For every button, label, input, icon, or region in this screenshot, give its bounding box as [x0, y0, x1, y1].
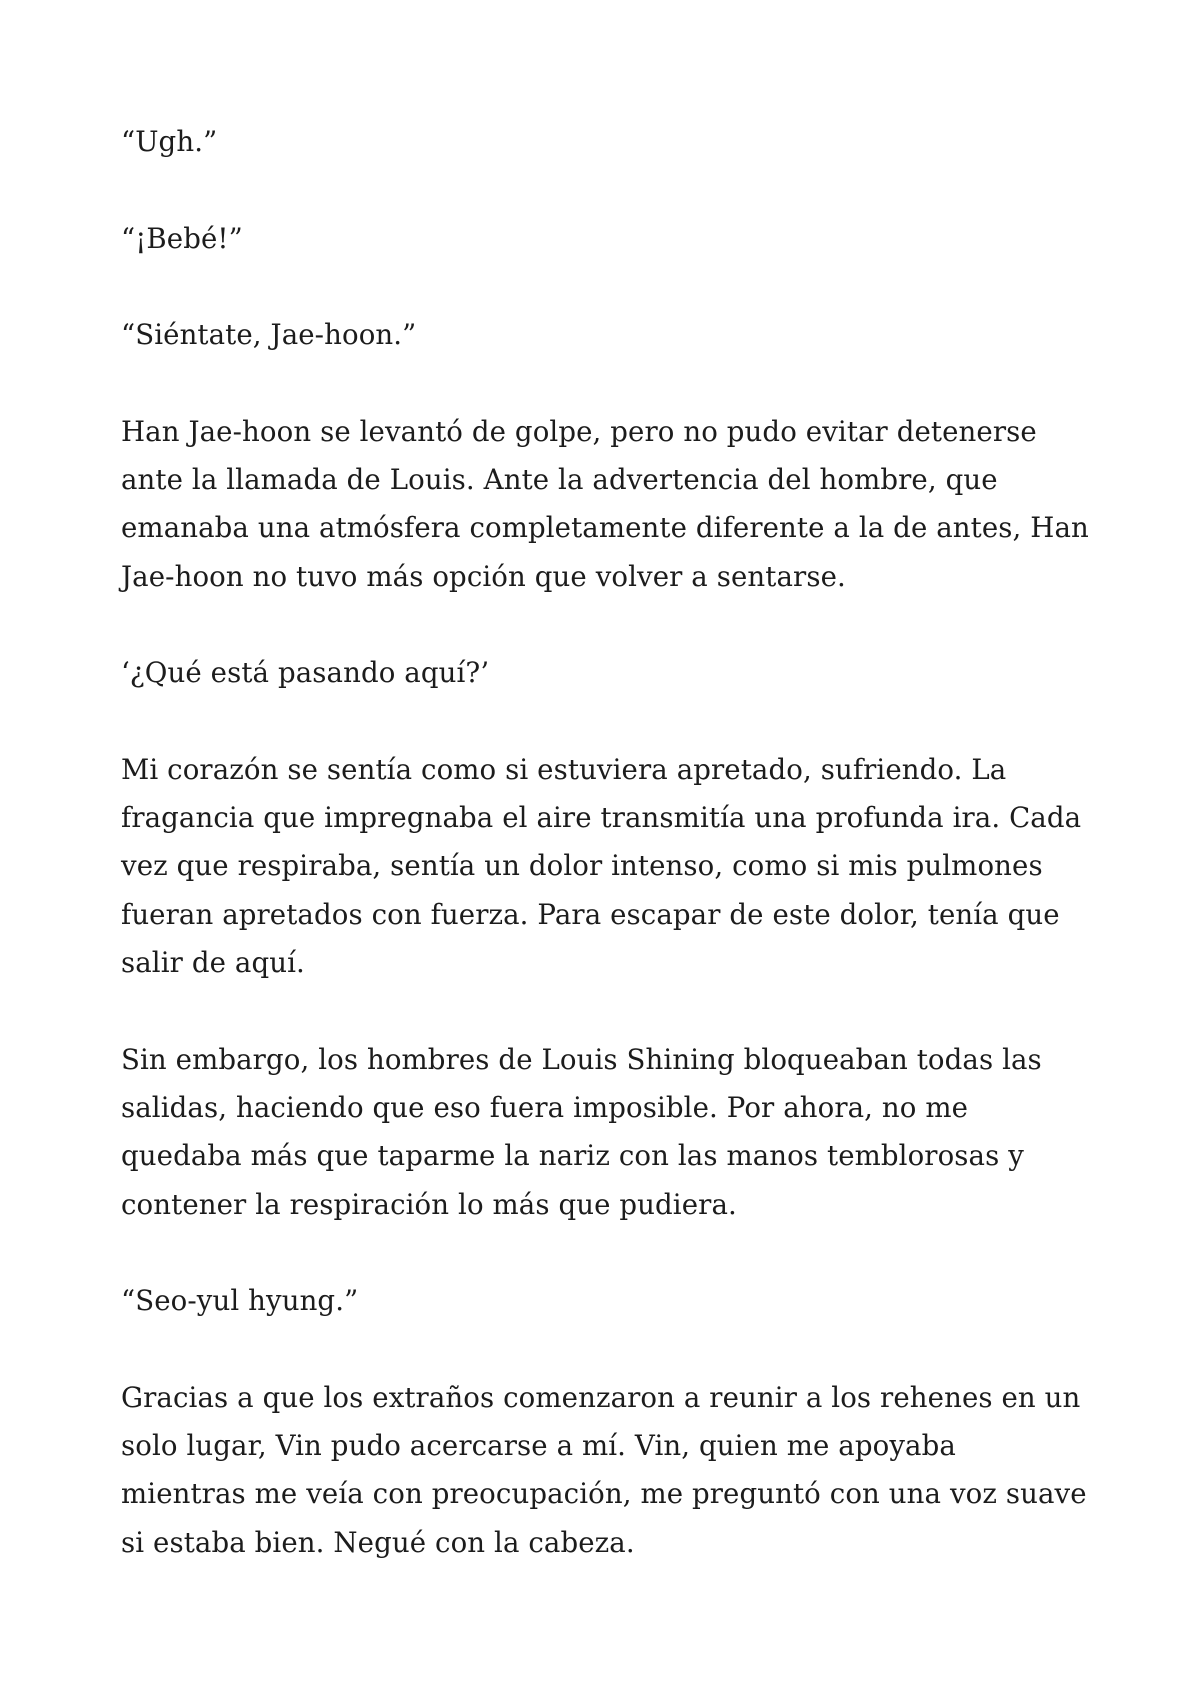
narrative-paragraph: Sin embargo, los hombres de Louis Shining bloqueaban todas las salidas, haciendo que eso fuera imposible. Por ahora, no me quedaba más que taparme la nariz con las manos temblorosas y contener la respiración lo más que pudiera. — [121, 1042, 1042, 1221]
narrative-paragraph: Mi corazón se sentía como si estuviera apretado, sufriendo. La fragancia que impregnaba el aire transmitía una profunda ira. Cada vez que respiraba, sentía un dolor intenso, como si mis pulmones fueran apretados con fuerza. Para escapar de este dolor, tenía que salir de aquí. — [121, 752, 1082, 980]
thought-paragraph: ‘¿Qué está pasando aquí?’ — [121, 656, 490, 690]
dialogue-paragraph: “¡Bebé!” — [121, 221, 243, 255]
dialogue-paragraph: “Siéntate, Jae-hoon.” — [121, 318, 417, 352]
narrative-paragraph: Gracias a que los extraños comenzaron a reunir a los rehenes en un solo lugar, Vin pudo acercarse a mí. Vin, quien me apoyaba mientras me veía con preocupación, me preguntó con una voz suave si estaba bien. Negué con la cabeza. — [121, 1380, 1087, 1559]
narrative-paragraph: Han Jae-hoon se levantó de golpe, pero no pudo evitar detenerse ante la llamada de Louis. Ante la advertencia del hombre, que emanaba una atmósfera completamente diferente a la de antes, Han Jae-hoon no tuvo más opción que volver a sentarse. — [121, 414, 1089, 593]
story-text — [121, 118, 1089, 1567]
dialogue-paragraph: “Seo-yul hyung.” — [121, 1284, 359, 1318]
dialogue-paragraph: “Ugh.” — [121, 125, 218, 158]
